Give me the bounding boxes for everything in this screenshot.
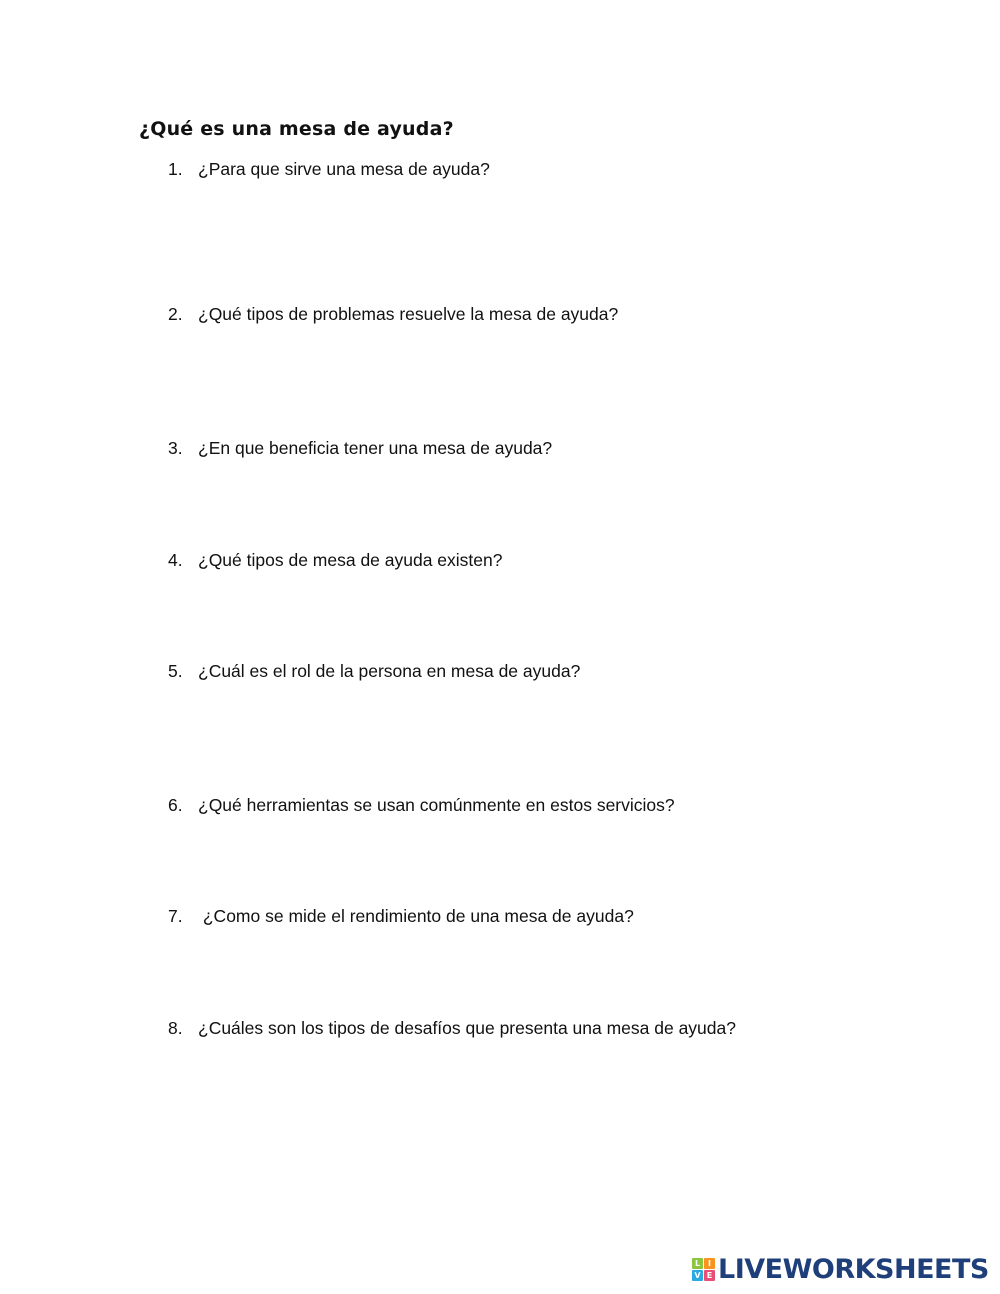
question-number: 2. [168, 304, 183, 324]
question-5 [168, 660, 580, 682]
question-number: 7. [168, 906, 183, 926]
question-number: 1. [168, 159, 183, 179]
logo-mark-letter: L [692, 1258, 703, 1269]
question-text: ¿Como se mide el rendimiento de una mesa de ayuda? [198, 906, 634, 926]
question-3 [168, 437, 552, 459]
question-6 [168, 794, 675, 816]
question-text: ¿Cuál es el rol de la persona en mesa de ayuda? [198, 661, 581, 681]
logo-mark-letter: I [704, 1258, 715, 1269]
question-text: ¿Para que sirve una mesa de ayuda? [198, 159, 490, 179]
question-text: ¿En que beneficia tener una mesa de ayuda? [198, 438, 553, 458]
question-number: 5. [168, 661, 183, 681]
logo-mark-icon [692, 1258, 715, 1281]
question-8 [168, 1017, 736, 1039]
worksheet-title: ¿Qué es una mesa de ayuda? [139, 118, 454, 140]
logo-mark-letter: E [704, 1270, 715, 1281]
question-text: ¿Cuáles son los tipos de desafíos que presenta una mesa de ayuda? [198, 1018, 736, 1038]
logo-mark-letter: V [692, 1270, 703, 1281]
question-text: ¿Qué tipos de mesa de ayuda existen? [198, 550, 503, 570]
liveworksheets-logo [692, 1254, 989, 1284]
question-number: 8. [168, 1018, 183, 1038]
question-number: 3. [168, 438, 183, 458]
question-text: ¿Qué tipos de problemas resuelve la mesa de ayuda? [198, 304, 619, 324]
question-number: 4. [168, 550, 183, 570]
question-text: ¿Qué herramientas se usan comúnmente en estos servicios? [198, 795, 675, 815]
logo-text: LIVEWORKSHEETS [718, 1253, 989, 1285]
question-1 [168, 158, 490, 180]
question-7 [168, 905, 634, 927]
question-2 [168, 303, 618, 325]
question-number: 6. [168, 795, 183, 815]
question-4 [168, 549, 503, 571]
